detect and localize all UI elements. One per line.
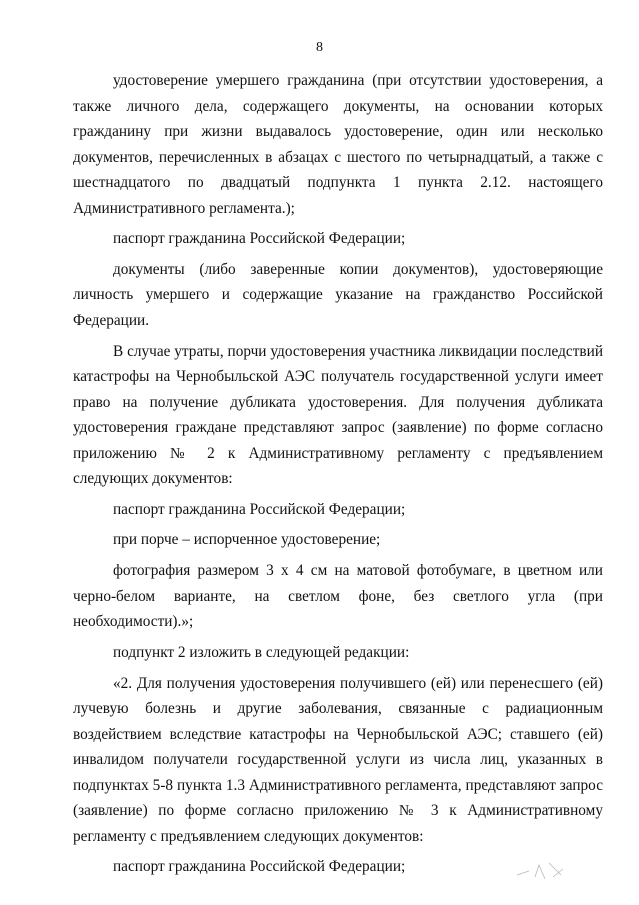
paragraph-3: документы (либо заверенные копии документов), удостоверяющие личность умершего и содержащие указание на гражданство Российской Федерации. xyxy=(73,260,603,329)
paragraph-5: паспорт гражданина Российской Федерации; xyxy=(113,500,406,518)
paragraph-8: подпункт 2 изложить в следующей редакции: xyxy=(113,643,410,661)
paragraph-6: при порче – испорченное удостоверение; xyxy=(113,531,381,549)
page-number: 8 xyxy=(316,40,323,55)
document-body xyxy=(73,68,603,885)
paragraph-1: удостоверение умершего гражданина (при отсутствии удостоверения, а также личного дела, содержащего документы, на основании которых гражданину при жизни выдавалось удостоверение, один или несколько документов, перечисленных в абзацах с шестого по четырнадцатый, а также с шестнадцатого по двадцатый подпункта 1 пункта 2.12. настоящего Административного регламента.); xyxy=(73,72,603,217)
paragraph-7: фотография размером 3 х 4 см на матовой фотобумаге, в цветном или черно-белом варианте, на светлом фоне, без светлого угла (при необходимости).»; xyxy=(73,562,603,631)
scan-artifact xyxy=(509,857,569,883)
paragraph-10: паспорт гражданина Российской Федерации; xyxy=(113,858,406,876)
paragraph-4: В случае утраты, порчи удостоверения участника ликвидации последствий катастрофы на Чернобыльской АЭС получатель государственной услуги имеет право на получение дубликата удостоверения. Для получения дубликата удостоверения граждане представляют запрос (заявление) по форме согласно приложению № 2 к Административному регламенту с предъявлением следующих документов: xyxy=(73,342,603,488)
paragraph-2: паспорт гражданина Российской Федерации; xyxy=(113,230,406,248)
paragraph-9: «2. Для получения удостоверения получившего (ей) или перенесшего (ей) лучевую болезнь и другие заболевания, связанные с радиационным воздействием вследствие катастрофы на Чернобыльской АЭС; ставшего (ей) инвалидом получатели государственной услуги из числа лиц, указанных в подпунктах 5-8 пункта 1.3 Административного регламента, представляют запрос (заявление) по форме согласно приложению № 3 к Административному регламенту с предъявлением следующих документов: xyxy=(73,674,603,845)
